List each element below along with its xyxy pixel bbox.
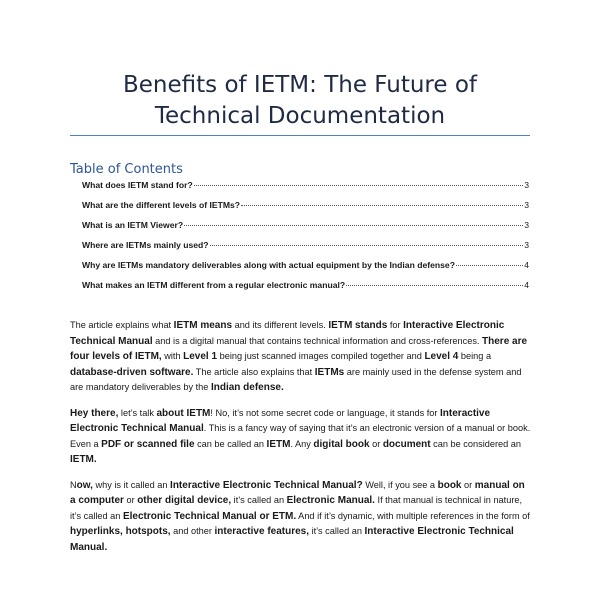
text-run: and other — [170, 526, 215, 536]
bold-text-run: about IETM — [156, 407, 211, 419]
text-run: being a — [458, 351, 492, 361]
bold-text-run: Interactive Electronic Technical Manual. — [70, 526, 514, 553]
toc-entry-page: 3 — [524, 240, 529, 250]
bold-text-run: PDF or scanned file — [101, 438, 195, 450]
text-run: Well, if you see a — [362, 479, 438, 490]
toc-entry-title: What are the different levels of IETMs? — [82, 200, 241, 210]
toc-entry-title: Why are IETMs mandatory deliverables along with actual equipment by the Indian defense? — [82, 260, 455, 270]
bold-text-run: IETM stands — [328, 320, 388, 331]
bold-text-run: digital book — [313, 438, 370, 450]
bold-text-run: Electronic Manual. — [286, 495, 375, 506]
toc-leader-dots — [210, 245, 524, 246]
toc-entry-title: Where are IETMs mainly used? — [82, 240, 209, 250]
text-run: it’s called an — [231, 495, 287, 505]
text-run: The article explains what — [70, 320, 174, 330]
title-underline — [70, 135, 530, 136]
bold-text-run: Interactive Electronic Technical Manual — [70, 407, 491, 434]
text-run: being just scanned images compiled together and — [217, 351, 425, 361]
bold-text-run: Interactive Electronic Technical Manual? — [170, 479, 363, 491]
bold-text-run: Interactive Electronic Technical Manual — [70, 320, 505, 347]
body-paragraph — [70, 406, 532, 468]
text-run: or — [369, 438, 383, 449]
text-run: with — [161, 351, 184, 361]
toc-entry-title: What makes an IETM different from a regular electronic manual? — [82, 280, 346, 290]
page-title: Benefits of IETM: The Future of Technical Documentation — [122, 72, 478, 129]
toc-entry-title: What is an IETM Viewer? — [82, 220, 184, 230]
toc-entry-page: 3 — [524, 200, 529, 210]
body-paragraph — [70, 478, 532, 556]
bold-text-run: IETMs — [314, 366, 345, 378]
toc-entry-page: 4 — [524, 280, 529, 290]
bold-text-run: IETM — [266, 438, 291, 450]
bold-text-run: IETM means — [173, 320, 233, 331]
text-run: ! No, it’s not some secret code or language, it stands for — [210, 407, 441, 418]
bold-text-run: interactive features, — [214, 526, 310, 537]
text-run: are mainly used in the defense system and are mandatory deliverables by the — [70, 366, 522, 392]
bold-text-run: database-driven software. — [70, 366, 194, 378]
toc-entry[interactable] — [82, 260, 529, 280]
text-run: . Any — [290, 438, 314, 449]
toc-entry-page: 3 — [524, 220, 529, 230]
text-run: for — [387, 320, 404, 330]
bold-text-run: hyperlinks, hotspots, — [70, 526, 171, 537]
toc-entry[interactable] — [82, 180, 529, 200]
toc-leader-dots — [456, 265, 523, 266]
toc-entry[interactable] — [82, 200, 529, 220]
toc-entry[interactable] — [82, 240, 529, 260]
text-run: or — [461, 479, 475, 490]
table-of-contents — [82, 180, 529, 300]
bold-text-run: Electronic Technical Manual or ETM. — [122, 510, 297, 522]
bold-text-run: ow, — [76, 479, 93, 491]
toc-entry[interactable] — [82, 280, 529, 300]
toc-heading: Table of Contents — [70, 162, 183, 177]
text-run: N — [70, 479, 77, 490]
text-run: If that manual is technical in nature, it’s called an — [70, 495, 523, 521]
toc-entry-title: What does IETM stand for? — [82, 180, 193, 190]
text-run: can be considered an — [430, 438, 522, 449]
bold-text-run: There are four levels of IETM, — [70, 335, 528, 362]
text-run: it’s called an — [309, 526, 365, 536]
toc-leader-dots — [194, 185, 523, 186]
toc-entry[interactable] — [82, 220, 529, 240]
bold-text-run: Hey there, — [70, 407, 119, 419]
bold-text-run: manual on a computer — [70, 479, 525, 506]
bold-text-run: other digital device, — [137, 495, 232, 506]
text-run: And if it’s dynamic, with multiple references in the form of — [296, 510, 530, 521]
bold-text-run: book — [437, 479, 462, 491]
bold-text-run: document — [382, 438, 431, 450]
body-paragraph — [70, 318, 532, 396]
text-run: The article also explains that — [193, 366, 315, 377]
text-run: and is a digital manual that contains technical information and cross-references. — [152, 335, 483, 346]
text-run: . This is a fancy way of saying that it’s an electronic version of a manual or book. Even a — [70, 423, 531, 449]
bold-text-run: Level 1 — [183, 351, 218, 362]
text-run: or — [123, 495, 138, 505]
text-run: why is it called an — [92, 479, 171, 490]
text-run: let’s talk — [118, 407, 157, 418]
bold-text-run: IETM. — [70, 454, 97, 465]
text-run: can be called an — [194, 438, 267, 449]
toc-entry-page: 4 — [524, 260, 529, 270]
toc-leader-dots — [241, 205, 523, 206]
bold-text-run: Level 4 — [424, 351, 459, 362]
toc-leader-dots — [346, 285, 523, 286]
toc-entry-page: 3 — [524, 180, 529, 190]
article-body — [70, 318, 532, 565]
text-run: and its different levels. — [232, 320, 329, 330]
bold-text-run: Indian defense. — [210, 382, 284, 393]
toc-leader-dots — [184, 225, 523, 226]
